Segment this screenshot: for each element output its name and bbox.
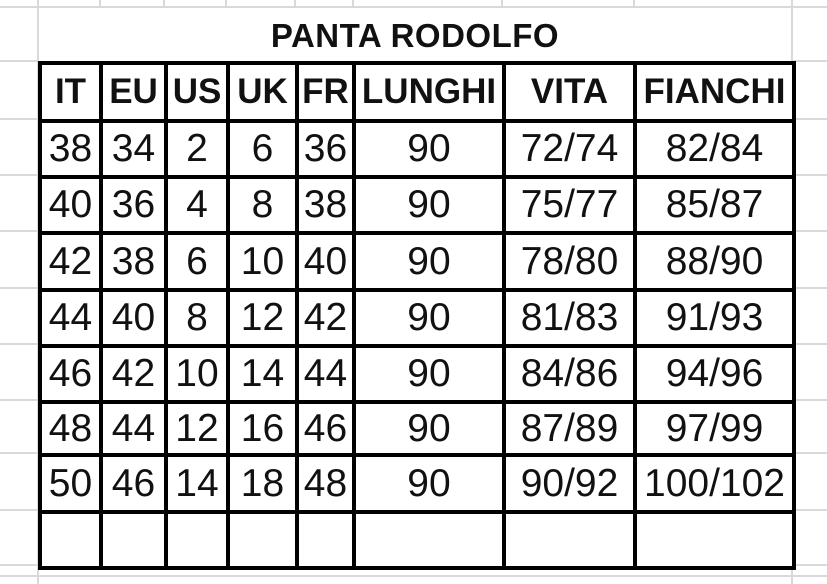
table-cell[interactable]: 46 <box>40 346 101 402</box>
gridline-horizontal <box>0 287 38 289</box>
table-cell[interactable]: 97/99 <box>635 402 794 455</box>
table-row <box>40 402 794 455</box>
gridline-horizontal <box>0 564 38 566</box>
table-cell[interactable]: 40 <box>297 233 354 290</box>
table-cell[interactable]: 48 <box>40 402 101 455</box>
table-title: PANTA RODOLFO <box>270 16 560 54</box>
gridline-horizontal <box>792 564 827 566</box>
table-cell[interactable]: 38 <box>101 233 166 290</box>
gridline-horizontal <box>0 174 38 176</box>
table-cell[interactable]: 16 <box>228 402 297 455</box>
table-cell[interactable]: 90 <box>354 177 504 233</box>
gridline-horizontal <box>0 118 38 120</box>
table-cell[interactable]: 90 <box>354 402 504 455</box>
table-cell[interactable]: 2 <box>166 121 228 177</box>
table-cell[interactable]: 75/77 <box>504 177 635 233</box>
header-cell-us[interactable]: US <box>166 63 228 121</box>
table-cell[interactable]: 6 <box>166 233 228 290</box>
table-header-row <box>40 63 794 121</box>
gridline-horizontal <box>792 452 827 454</box>
table-cell[interactable]: 40 <box>40 177 101 233</box>
table-cell[interactable]: 8 <box>228 177 297 233</box>
table-cell[interactable]: 42 <box>101 346 166 402</box>
table-cell[interactable]: 40 <box>101 290 166 346</box>
header-cell-lunghi[interactable]: LUNGHI <box>354 63 504 121</box>
table-cell[interactable]: 94/96 <box>635 346 794 402</box>
gridline-horizontal <box>792 118 827 120</box>
table-cell[interactable]: 78/80 <box>504 233 635 290</box>
table-cell[interactable] <box>228 512 297 568</box>
gridline-horizontal <box>0 399 38 401</box>
table-cell[interactable]: 8 <box>166 290 228 346</box>
table-cell[interactable] <box>354 512 504 568</box>
empty-row <box>40 512 794 568</box>
header-cell-vita[interactable]: VITA <box>504 63 635 121</box>
table-cell[interactable]: 90 <box>354 455 504 512</box>
gridline-horizontal <box>792 509 827 511</box>
table-cell[interactable]: 72/74 <box>504 121 635 177</box>
table-row <box>40 455 794 512</box>
header-cell-fr[interactable]: FR <box>297 63 354 121</box>
table-cell[interactable]: 81/83 <box>504 290 635 346</box>
table-cell[interactable]: 36 <box>297 121 354 177</box>
table-cell[interactable]: 4 <box>166 177 228 233</box>
table-cell[interactable] <box>504 512 635 568</box>
table-cell[interactable]: 87/89 <box>504 402 635 455</box>
table-cell[interactable]: 10 <box>166 346 228 402</box>
table-cell[interactable]: 14 <box>228 346 297 402</box>
table-cell[interactable] <box>635 512 794 568</box>
table-cell[interactable]: 12 <box>166 402 228 455</box>
table-cell[interactable]: 88/90 <box>635 233 794 290</box>
table-cell[interactable]: 91/93 <box>635 290 794 346</box>
gridline-horizontal <box>0 575 827 577</box>
table-cell[interactable]: 50 <box>40 455 101 512</box>
table-row <box>40 121 794 177</box>
table-cell[interactable]: 44 <box>101 402 166 455</box>
table-cell[interactable]: 48 <box>297 455 354 512</box>
table-cell[interactable]: 42 <box>297 290 354 346</box>
table-cell[interactable]: 90/92 <box>504 455 635 512</box>
table-cell[interactable]: 85/87 <box>635 177 794 233</box>
table-cell[interactable]: 36 <box>101 177 166 233</box>
table-cell[interactable]: 12 <box>228 290 297 346</box>
table-cell[interactable]: 10 <box>228 233 297 290</box>
gridline-horizontal <box>0 230 38 232</box>
table-cell[interactable]: 82/84 <box>635 121 794 177</box>
header-cell-uk[interactable]: UK <box>228 63 297 121</box>
table-cell[interactable]: 46 <box>101 455 166 512</box>
table-cell[interactable]: 34 <box>101 121 166 177</box>
table-cell[interactable]: 38 <box>297 177 354 233</box>
table-cell[interactable]: 46 <box>297 402 354 455</box>
table-cell[interactable]: 44 <box>297 346 354 402</box>
table-cell[interactable]: 38 <box>40 121 101 177</box>
gridline-horizontal <box>0 343 38 345</box>
table-cell[interactable]: 18 <box>228 455 297 512</box>
table-cell[interactable]: 84/86 <box>504 346 635 402</box>
table-cell[interactable] <box>166 512 228 568</box>
gridline-horizontal <box>792 287 827 289</box>
gridline-horizontal <box>792 60 827 62</box>
table-cell[interactable]: 42 <box>40 233 101 290</box>
gridline-horizontal <box>0 509 38 511</box>
table-row <box>40 290 794 346</box>
table-cell[interactable]: 6 <box>228 121 297 177</box>
gridline-horizontal <box>792 399 827 401</box>
gridline-horizontal <box>792 343 827 345</box>
size-table <box>38 61 796 570</box>
table-cell[interactable] <box>40 512 101 568</box>
table-row <box>40 233 794 290</box>
table-row <box>40 346 794 402</box>
header-cell-it[interactable]: IT <box>40 63 101 121</box>
table-cell[interactable] <box>297 512 354 568</box>
gridline-horizontal <box>792 230 827 232</box>
gridline-horizontal <box>792 174 827 176</box>
gridline-horizontal <box>0 60 38 62</box>
table-cell[interactable]: 14 <box>166 455 228 512</box>
table-body <box>40 121 794 568</box>
table-cell[interactable]: 44 <box>40 290 101 346</box>
table-cell[interactable]: 90 <box>354 233 504 290</box>
table-cell[interactable]: 90 <box>354 121 504 177</box>
table-cell[interactable]: 100/102 <box>635 455 794 512</box>
table-cell[interactable]: 90 <box>354 346 504 402</box>
table-row <box>40 177 794 233</box>
header-cell-eu[interactable]: EU <box>101 63 166 121</box>
table-cell[interactable] <box>101 512 166 568</box>
header-cell-fianchi[interactable]: FIANCHI <box>635 63 794 121</box>
table-cell[interactable]: 90 <box>354 290 504 346</box>
gridline-horizontal <box>0 452 38 454</box>
